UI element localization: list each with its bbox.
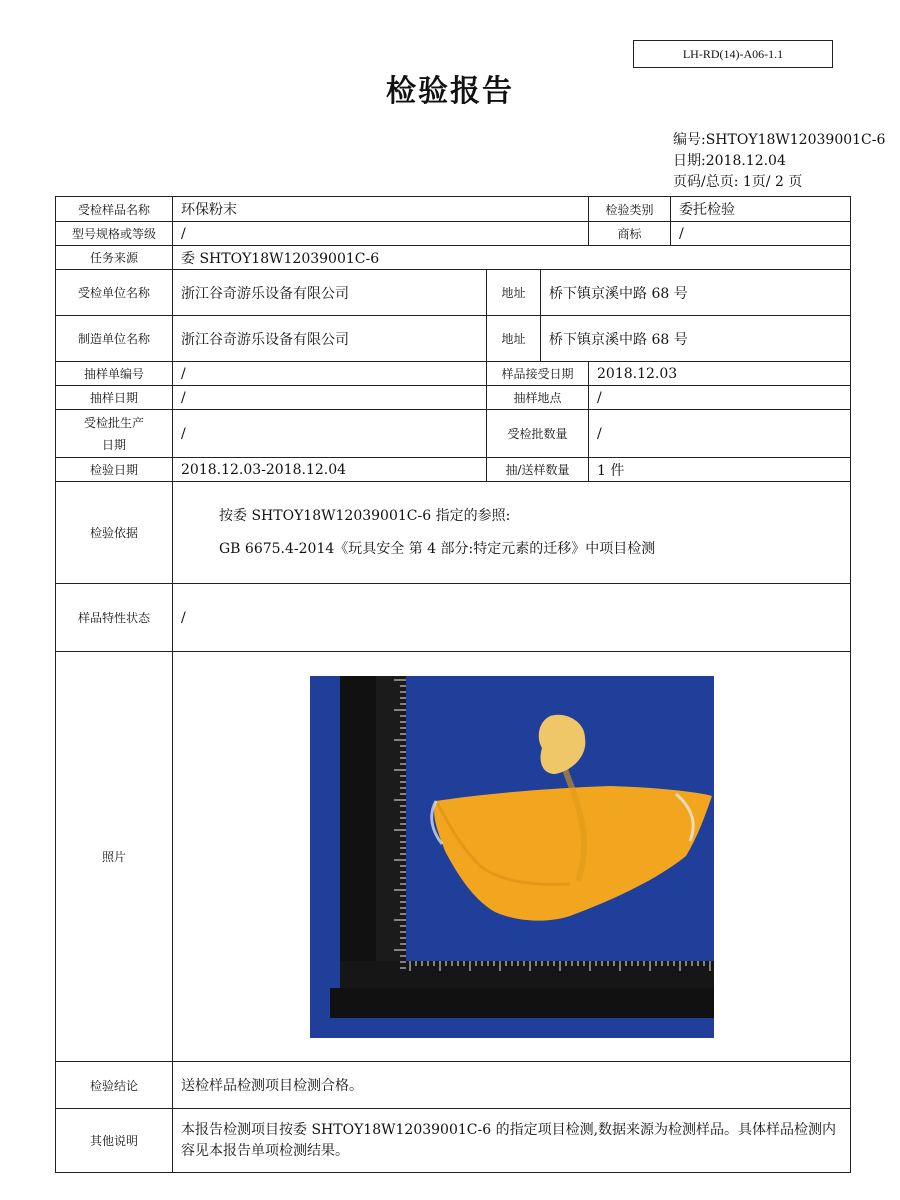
table-row xyxy=(56,362,851,386)
inspect-date: 2018.12.03-2018.12.04 xyxy=(173,458,487,482)
page-count: 页码/总页: 1页/ 2 页 xyxy=(673,174,803,190)
task-source: 委 SHTOY18W12039001C-6 xyxy=(173,246,851,270)
notes: 本报告检测项目按委 SHTOY18W12039001C-6 的指定项目检测,数据来源为检测样品。具体样品检测内容见本报告单项检测结果。 xyxy=(173,1109,851,1173)
inspected-address: 桥下镇京溪中路 68 号 xyxy=(541,270,851,316)
sampling-date-label: 抽样日期 xyxy=(56,386,173,410)
photo-cell xyxy=(173,652,851,1062)
sample-photo xyxy=(310,676,714,1038)
sampling-no-label: 抽样单编号 xyxy=(56,362,173,386)
report-number: 编号:SHTOY18W12039001C-6 xyxy=(673,132,886,148)
manufacturer-address-label: 地址 xyxy=(487,316,541,362)
table-row xyxy=(56,410,851,458)
basis-line-1: 按委 SHTOY18W12039001C-6 指定的参照: xyxy=(219,507,511,524)
table-row xyxy=(56,316,851,362)
basis-label: 检验依据 xyxy=(56,482,173,584)
sample-qty-label: 抽/送样数量 xyxy=(487,458,589,482)
batch-production-label-line1: 受检批生产 xyxy=(83,415,144,430)
sample-state: / xyxy=(173,584,851,652)
report-meta xyxy=(673,130,885,193)
notes-label: 其他说明 xyxy=(56,1109,173,1173)
form-code: LH-RD(14)-A06-1.1 xyxy=(682,46,784,61)
sample-name-label: 受检样品名称 xyxy=(56,197,173,222)
inspect-type: 委托检验 xyxy=(671,197,851,222)
table-row xyxy=(56,222,851,246)
inspect-type-label: 检验类别 xyxy=(589,197,671,222)
table-row xyxy=(56,482,851,584)
brand-value: / xyxy=(671,222,851,246)
manufacturer-label: 制造单位名称 xyxy=(56,316,173,362)
table-row xyxy=(56,652,851,1062)
inspected-unit: 浙江谷奇游乐设备有限公司 xyxy=(173,270,487,316)
table-row xyxy=(56,584,851,652)
basis-line-2: GB 6675.4-2014《玩具安全 第 4 部分:特定元素的迁移》中项目检测 xyxy=(219,540,656,557)
batch-qty: / xyxy=(589,410,851,458)
received-date-label: 样品接受日期 xyxy=(487,362,589,386)
report-date: 日期:2018.12.04 xyxy=(673,153,786,169)
sampling-place-label: 抽样地点 xyxy=(487,386,589,410)
batch-production-label-line2: 日期 xyxy=(101,437,126,452)
sampling-no: / xyxy=(173,362,487,386)
page-title: 检验报告 xyxy=(386,74,514,109)
brand-label: 商标 xyxy=(589,222,671,246)
manufacturer: 浙江谷奇游乐设备有限公司 xyxy=(173,316,487,362)
sample-name: 环保粉末 xyxy=(173,197,589,222)
conclusion: 送检样品检测项目检测合格。 xyxy=(173,1062,851,1109)
report-table xyxy=(55,196,851,1173)
sampling-place: / xyxy=(589,386,851,410)
photo-label: 照片 xyxy=(56,652,173,1062)
task-source-label: 任务来源 xyxy=(56,246,173,270)
table-row xyxy=(56,197,851,222)
sampling-date: / xyxy=(173,386,487,410)
model-label: 型号规格或等级 xyxy=(56,222,173,246)
batch-production: / xyxy=(173,410,487,458)
table-row xyxy=(56,458,851,482)
inspected-address-label: 地址 xyxy=(487,270,541,316)
basis-cell xyxy=(173,482,851,584)
ruler-vertical xyxy=(340,676,406,976)
sample-qty: 1 件 xyxy=(589,458,851,482)
table-row xyxy=(56,270,851,316)
manufacturer-address: 桥下镇京溪中路 68 号 xyxy=(541,316,851,362)
inspected-unit-label: 受检单位名称 xyxy=(56,270,173,316)
inspect-date-label: 检验日期 xyxy=(56,458,173,482)
form-code-box xyxy=(633,40,833,68)
batch-production-label xyxy=(56,410,173,458)
table-row xyxy=(56,1109,851,1173)
model-value: / xyxy=(173,222,589,246)
table-row xyxy=(56,1062,851,1109)
batch-qty-label: 受检批数量 xyxy=(487,410,589,458)
table-row xyxy=(56,246,851,270)
sample-state-label: 样品特性状态 xyxy=(56,584,173,652)
table-row xyxy=(56,386,851,410)
ruler-horizontal xyxy=(330,961,714,1018)
conclusion-label: 检验结论 xyxy=(56,1062,173,1109)
received-date: 2018.12.03 xyxy=(589,362,851,386)
